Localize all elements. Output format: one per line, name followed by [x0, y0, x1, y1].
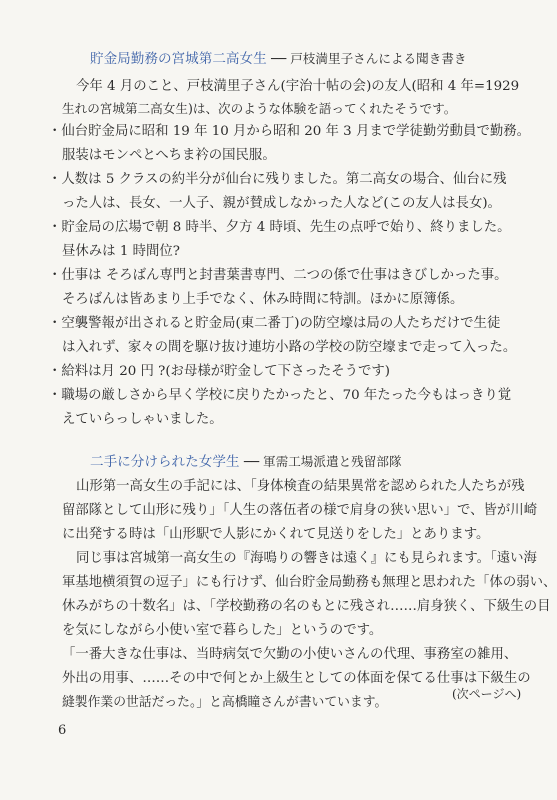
section2-heading-subtitle: ── 軍需工場派遣と残留部隊: [243, 454, 402, 469]
bullet-item-line: った人は、長女、一人子、親が賛成しなかった人など(この友人は長女)。: [62, 196, 501, 211]
bullet-item-line: ・空襲警報が出されると貯金局(東二番丁)の防空壕は局の人たちだけで生徒: [48, 316, 501, 331]
paragraph-line: 軍基地横須賀の逗子」にも行けず、仙台貯金局勤務も無理と思われた「体の弱い、: [62, 575, 557, 590]
bullet-item-line: ・仙台貯金局に昭和 19 年 10 月から昭和 20 年 3 月まで学徒勤労動員で勤務。: [48, 124, 531, 139]
section1-heading-title: 貯金局勤務の宮城第二高女生: [90, 51, 267, 67]
section1-intro-line: 今年 4 月のこと、戸枝満里子さん(宇治十帖の会)の友人(昭和 4 年=1929: [76, 79, 520, 94]
bullet-item-line: えていらっしゃいました。: [62, 412, 223, 427]
section1-heading: [90, 51, 467, 67]
bullet-item-line: 昼休みは 1 時間位?: [62, 244, 180, 259]
paragraph-line: 留部隊として山形に残り」「人生の落伍者の様で肩身の狭い思い」で、皆が川崎: [62, 503, 538, 518]
bullet-item-line: は入れず、家々の間を駆け抜け連坊小路の学校の防空壕まで走って入った。: [62, 340, 517, 355]
page-number: 6: [58, 723, 67, 738]
bullet-item-line: ・仕事は そろばん専門と封書葉書専門、二つの係で仕事はきびしかった事。: [48, 268, 508, 283]
paragraph-line: に出発する時は「山形駅で人影にかくれて見送りをした」とあります。: [62, 527, 490, 542]
section2-heading-title: 二手に分けられた女学生: [90, 454, 240, 470]
paragraph-line: を気にしながら小使い室で暮らした」というのです。: [62, 623, 383, 638]
section2-heading: [90, 454, 402, 470]
paragraph-line: 縫製作業の世話だった。」と高橋瞳さんが書いています。: [62, 695, 388, 710]
paragraph-line: 外出の用事、……その中で何とか上級生としての体面を保てる仕事は下級生の: [62, 671, 531, 686]
paragraph-line: 山形第一高女生の手記には、「身体検査の結果異常を認められた人たちが残: [76, 479, 525, 494]
section1-intro-line: 生れの宮城第二高女生)は、次のような体験を語ってくれたそうです。: [62, 101, 457, 116]
paragraph-line: 「一番大きな仕事は、当時病気で欠勤の小使いさんの代理、事務室の雑用、: [62, 647, 518, 662]
bullet-item-line: ・貯金局の広場で朝 8 時半、夕方 4 時頃、先生の点呼で始り、終りました。: [48, 220, 511, 235]
bullet-item-line: ・職場の厳しさから早く学校に戻りたかったと、70 年たった今もはっきり覚: [48, 388, 512, 403]
bullet-item-line: 服装はモンペとへちま衿の国民服。: [62, 148, 276, 163]
bullet-item-line: ・人数は 5 クラスの約半分が仙台に残りました。第二高女の場合、仙台に残: [48, 172, 507, 187]
bullet-item-line: ・給料は月 20 円 ?(お母様が貯金して下さったそうです): [48, 364, 391, 379]
section1-heading-subtitle: ── 戸枝満里子さんによる聞き書き: [271, 51, 467, 66]
bullet-item-line: そろばんは皆あまり上手でなく、休み時間に特訓。ほかに原簿係。: [62, 292, 464, 307]
continued-note: (次ページへ): [452, 687, 522, 701]
paragraph-line: 同じ事は宮城第一高女生の『海鳴りの響きは遠く』にも見られます。「遠い海: [76, 551, 537, 566]
paragraph-line: 休みがちの十数名」は、「学校勤務の名のもとに残され……肩身狭く、下級生の目: [62, 599, 551, 614]
